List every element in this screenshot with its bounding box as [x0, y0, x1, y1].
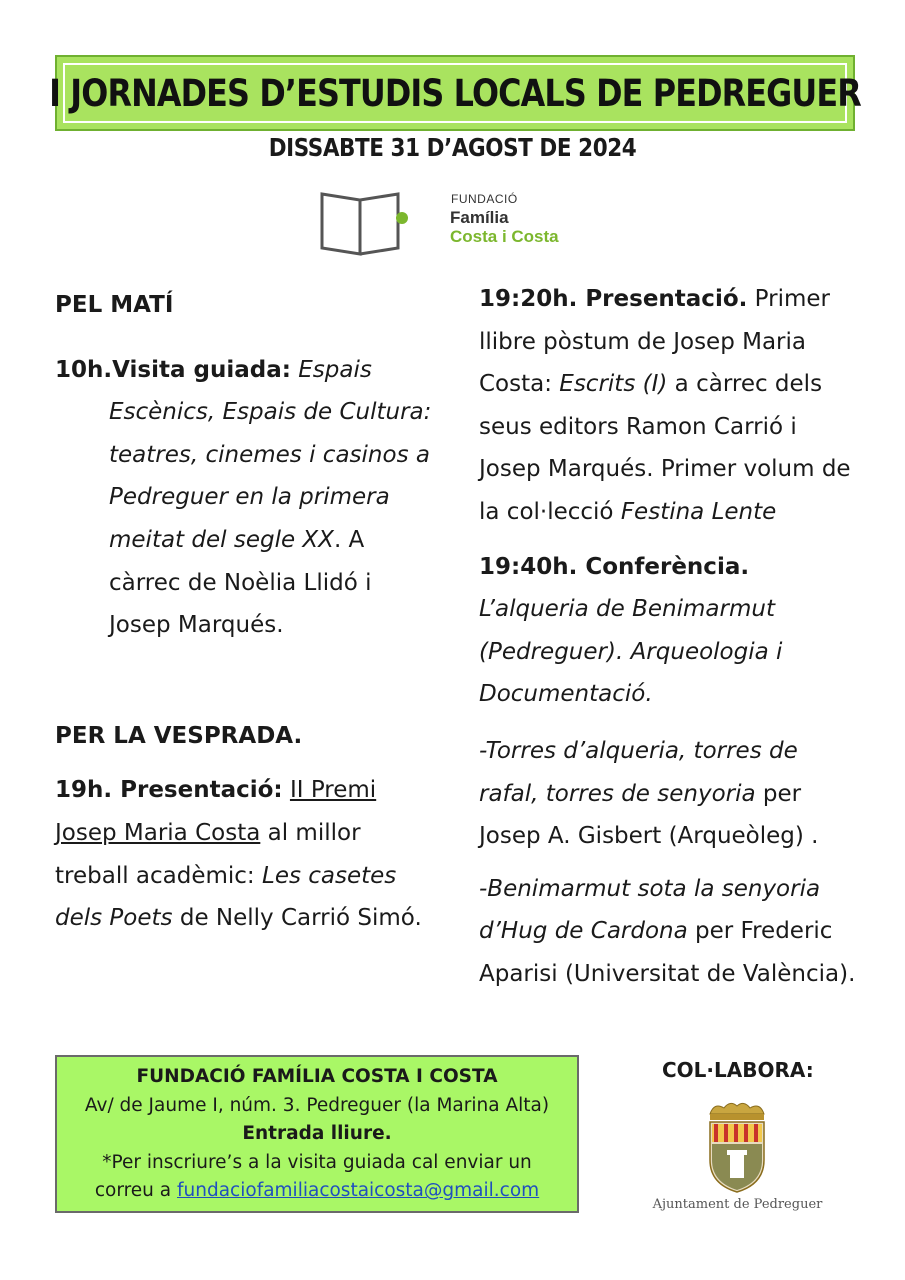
logo-line-3: Costa i Costa: [450, 227, 559, 246]
town-hall-caption: Ajuntament de Pedreguer: [652, 1197, 823, 1212]
info-email-line: correu a fundaciofamiliacostaicosta@gmail.com: [94, 1180, 540, 1202]
info-address: Av/ de Jaume I, núm. 3. Pedreguer (la Marina Alta): [84, 1094, 550, 1116]
open-book-icon: [318, 186, 418, 256]
right-column: [479, 278, 859, 996]
evening-text-2: de Nelly Carrió Simó.: [172, 905, 422, 932]
evening-text-1: al millor treball acadèmic:: [55, 819, 361, 889]
evening-heading: PER LA VESPRADA.: [55, 722, 303, 749]
talk-2-title: -Benimarmut sota la senyoria d’Hug de Cardona: [479, 875, 821, 945]
talk-1: [479, 730, 859, 858]
logo-line-1: FUNDACIÓ: [451, 192, 518, 206]
book-title: Escrits (I): [559, 371, 668, 398]
info-entry: Entrada lliure.: [242, 1123, 392, 1145]
morning-label: Visita guiada:: [112, 356, 291, 383]
info-box: [55, 1055, 579, 1213]
foundation-logo: [318, 186, 588, 256]
title-inner-frame: [49, 63, 861, 123]
talk-1-title: -Torres d’alqueria, torres de rafal, torres de senyoria: [479, 737, 798, 807]
page-title: I JORNADES D’ESTUDIS LOCALS DE PEDREGUER: [49, 71, 861, 115]
morning-title: Espais Escènics, Espais de Cultura: teatres, cinemes i casinos a Pedreguer en la primera meitat del segle XX: [109, 356, 432, 553]
morning-activity: [55, 349, 435, 647]
left-column: [55, 284, 435, 940]
evening-activity: [55, 769, 435, 939]
event-date: DISSABTE 31 D’AGOST DE 2024: [268, 133, 637, 162]
morning-heading: PEL MATÍ: [55, 292, 174, 318]
collaborator-label: COL·LABORA:: [662, 1058, 814, 1082]
conference-title: L’alqueria de Benimarmut (Pedreguer). Arqueologia i Documentació.: [479, 596, 783, 708]
award-work-title: Les casetes dels Poets: [55, 862, 397, 932]
logo-line-2: Família: [450, 208, 509, 227]
presentation-paragraph: [479, 278, 859, 534]
info-org: FUNDACIÓ FAMÍLIA COSTA I COSTA: [136, 1066, 498, 1087]
title-banner: [49, 55, 861, 131]
town-coat-of-arms-icon: [700, 1098, 775, 1194]
email-link[interactable]: fundaciofamiliacostaicosta@gmail.com: [177, 1180, 540, 1202]
talk-2-speaker: per Frederic Aparisi (Universitat de València).: [479, 918, 856, 987]
morning-time: 10h.: [55, 356, 113, 383]
evening-time-label: 19h. Presentació:: [55, 777, 283, 804]
info-note: *Per inscriure’s a la visita guiada cal enviar un: [102, 1151, 532, 1173]
morning-rest: . A càrrec de Noèlia Llidó i Josep Marqués.: [109, 526, 372, 639]
presentation-text-2: a càrrec dels seus editors Ramon Carrió i Josep Marqués. Primer volum de la col·lecció: [479, 371, 851, 525]
presentation-heading: 19:20h. Presentació.: [479, 286, 748, 312]
talk-1-speaker: per Josep A. Gisbert (Arqueòleg) .: [479, 780, 819, 850]
conference-heading: 19:40h. Conferència.: [479, 553, 750, 580]
presentation-text-1: Primer llibre pòstum de Josep Maria Costa:: [479, 286, 831, 398]
talk-2: [479, 868, 859, 996]
award-name: II Premi Josep Maria Costa: [55, 777, 377, 846]
collection-title: Festina Lente: [620, 498, 777, 525]
